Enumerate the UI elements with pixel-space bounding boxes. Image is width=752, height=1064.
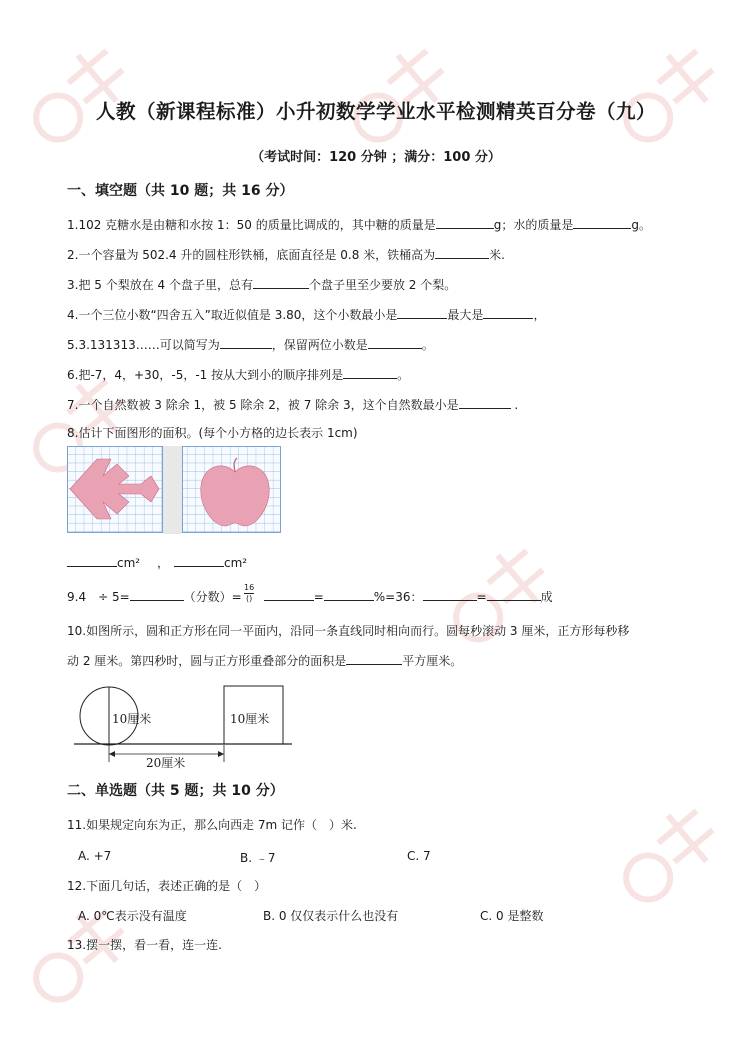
option-a[interactable]: A. 0℃表示没有温度 (78, 909, 187, 923)
option-a[interactable]: A. +7 (78, 849, 112, 863)
answer-blank[interactable] (220, 336, 272, 349)
answer-blank[interactable] (130, 588, 184, 601)
fraction: 16 () (244, 583, 255, 603)
question-5: 5.3.131313……可以简写为 ，保留两位小数是 。 (67, 338, 434, 352)
answer-blank[interactable] (573, 216, 631, 229)
circle-label: 10厘米 (112, 712, 152, 726)
question-6: 6.把-7，4，+30，-5，-1 按从大到小的顺序排列是 。 (67, 368, 410, 382)
question-4: 4.一个三位小数“四舍五入”取近似值是 3.80，这个小数最小是 最大是 ， (67, 308, 546, 322)
answer-blank[interactable] (264, 588, 314, 601)
question-1: 1.102 克糖水是由糖和水按 1：50 的质量比调成的，其中糖的质量是 g；水的质量是 g。 (67, 218, 651, 232)
answer-blank[interactable] (436, 216, 494, 229)
question-11: 11.如果规定向东为正，那么向西走 7m 记作（ ）米. (67, 818, 357, 832)
answer-blank[interactable] (67, 554, 117, 567)
option-c[interactable]: C. 0 是整数 (480, 909, 544, 923)
answer-blank[interactable] (343, 366, 397, 379)
apple-shape (201, 466, 269, 526)
page-title: 人教（新课程标准）小升初数学学业水平检测精英百分卷（九） (95, 100, 656, 123)
question-8: 8.估计下面图形的面积。(每个小方格的边长表示 1cm) (67, 426, 358, 440)
area-estimate-figure (67, 446, 287, 534)
answer-blank[interactable] (483, 306, 533, 319)
watermark-logo (600, 780, 750, 930)
answer-blank[interactable] (397, 306, 447, 319)
question-12: 12.下面几句话，表述正确的是（ ） (67, 879, 267, 893)
watermark-logo (10, 880, 160, 1030)
area-answer-1: cm² (67, 554, 140, 570)
question-10-line-2: 动 2 厘米。第四秒时，圆与正方形重叠部分的面积是 平方厘米。 (67, 654, 463, 668)
page-subtitle: （考试时间：120 分钟 ；满分：100 分） (251, 150, 501, 165)
section-heading-single: 二、单选题（共 5 题；共 10 分） (67, 783, 284, 799)
answer-blank[interactable] (368, 336, 422, 349)
question-3: 3.把 5 个梨放在 4 个盘子里，总有 个盘子里至少要放 2 个梨。 (67, 278, 457, 292)
question-9: 9.4 ÷ 5= （分数）= = %=36： = 成 (67, 590, 553, 604)
area-separator: ， (157, 556, 170, 570)
answer-blank[interactable] (324, 588, 374, 601)
answer-blank[interactable] (253, 276, 309, 289)
section-heading-fill: 一、填空题（共 10 题；共 16 分） (67, 183, 294, 199)
answer-blank[interactable] (487, 588, 541, 601)
option-c[interactable]: C. 7 (407, 849, 431, 863)
question-13: 13.摆一摆，看一看，连一连. (67, 938, 222, 952)
area-answer-2: cm² (174, 554, 247, 570)
option-b[interactable]: B. 0 仅仅表示什么也没有 (263, 909, 399, 923)
answer-blank[interactable] (459, 396, 511, 409)
distance-label: 20厘米 (146, 756, 186, 770)
option-b[interactable]: B. ﹣7 (240, 851, 276, 865)
question-2: 2.一个容量为 502.4 升的圆柱形铁桶，底面直径是 0.8 米，铁桶高为 米. (67, 248, 505, 262)
answer-blank[interactable] (174, 554, 224, 567)
answer-blank[interactable] (435, 246, 489, 259)
grid-divider (163, 446, 182, 534)
answer-blank[interactable] (423, 588, 477, 601)
question-10-line-1: 10.如图所示，圆和正方形在同一平面内，沿同一条直线同时相向而行。圆每秒滚动 3 厘米，正方形每秒移 (67, 624, 630, 638)
answer-blank[interactable] (346, 652, 402, 665)
question-7: 7.一个自然数被 3 除余 1，被 5 除余 2，被 7 除余 3，这个自然数最小是 . (67, 398, 519, 412)
square-label: 10厘米 (230, 712, 270, 726)
